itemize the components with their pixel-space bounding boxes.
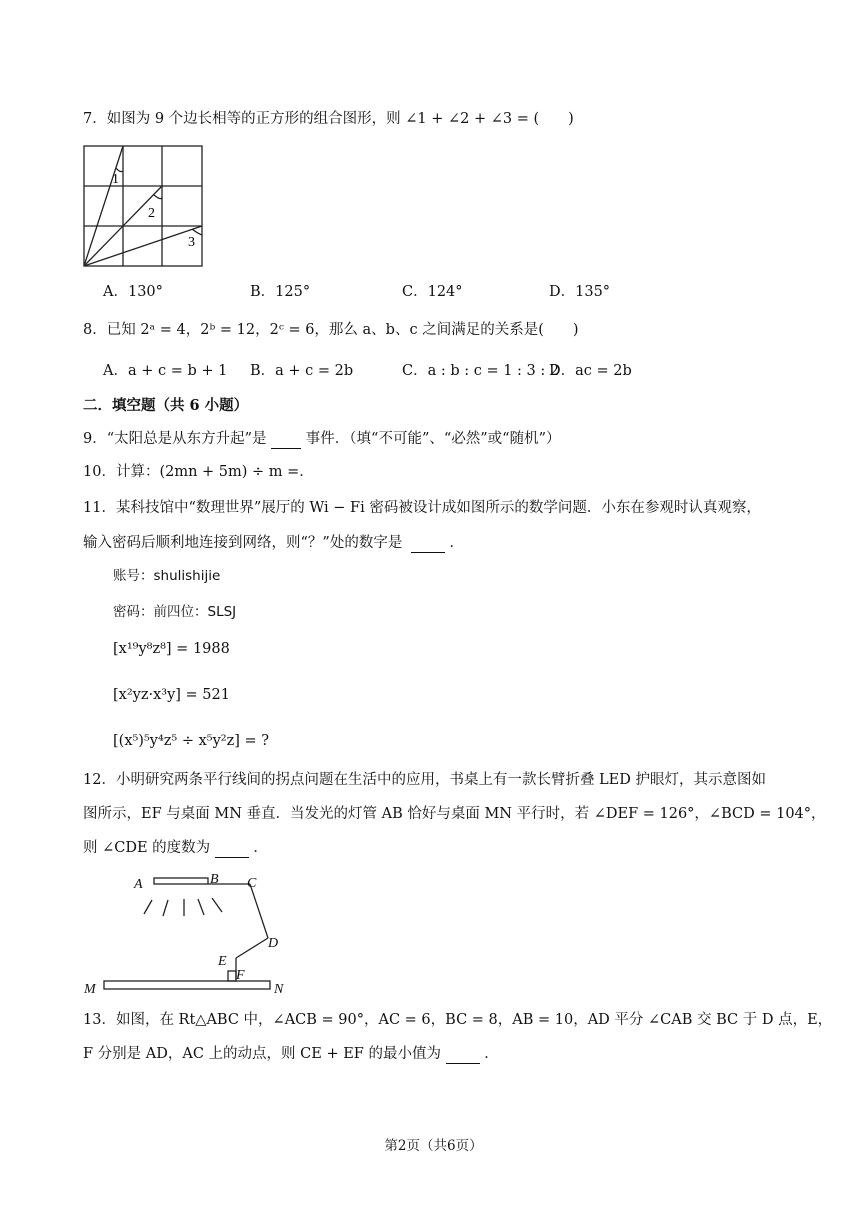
q13-line1: 13．如图，在 Rt△ABC 中，∠ACB = 90°，AC = 6，BC = 8，AB = 10，AD 平分 ∠CAB 交 BC 于 D 点，E， xyxy=(83,1012,833,1028)
q12-line1: 12．小明研究两条平行线间的拐点问题在生活中的应用，书桌上有一款长臂折叠 LED 护眼灯，其示意图如 xyxy=(83,772,767,788)
q12-label-c: C xyxy=(247,876,257,891)
q9-text-after: 事件．（填“不可能”、“必然”或“随机”） xyxy=(305,431,561,447)
q7-option-b: B．125° xyxy=(250,284,311,300)
q12-line3-end: ． xyxy=(253,840,268,856)
q12-label-d: D xyxy=(268,936,279,951)
q12-answer-blank xyxy=(215,841,249,858)
q12-lamp-figure xyxy=(80,868,300,1000)
q13-line2 xyxy=(83,1044,499,1064)
q12-label-e: E xyxy=(218,954,227,969)
q7-angle-label-1: 1 xyxy=(112,172,119,187)
q11-equation-2: [x²yz·x³y] = 521 xyxy=(113,687,230,703)
q7-option-d: D．135° xyxy=(549,284,611,300)
q12-label-b: B xyxy=(210,872,219,887)
q12-line3 xyxy=(83,838,268,858)
q8-option-a: A．a + c = b + 1 xyxy=(103,363,228,379)
q7-stem: 7．如图为 9 个边长相等的正方形的组合图形，则 ∠1 + ∠2 + ∠3 = ( ) xyxy=(83,111,574,127)
q12-label-a: A xyxy=(134,877,143,892)
q9-answer-blank xyxy=(271,432,301,449)
q7-angle-label-2: 2 xyxy=(148,206,155,221)
q13-line2-text: F 分别是 AD，AC 上的动点，则 CE + EF 的最小值为 xyxy=(83,1046,441,1062)
q11-answer-blank xyxy=(411,536,445,553)
q7-option-a: A．130° xyxy=(103,284,163,300)
page-footer: 第2页（共6页） xyxy=(384,1138,483,1154)
q12-label-f: F xyxy=(236,968,245,983)
q11-password: 密码：前四位：SLSJ xyxy=(113,604,237,620)
q11-line1: 11．某科技馆中“数理世界”展厅的 Wi − Fi 密码被设计成如图所示的数学问题．小东在参观时认真观察， xyxy=(83,500,761,516)
q9-text-before: 9．“太阳总是从东方升起”是 xyxy=(83,431,267,447)
q8-option-c: C．a : b : c = 1 : 3 : 2 xyxy=(402,363,560,379)
q7-angle-label-3: 3 xyxy=(188,235,195,250)
q12-label-n: N xyxy=(274,982,284,997)
q8-stem: 8．已知 2ᵃ = 4，2ᵇ = 12，2ᶜ = 6，那么 a、b、c 之间满足的关系是( ) xyxy=(83,322,579,338)
q7-figure xyxy=(80,140,210,272)
q12-line2: 图所示，EF 与桌面 MN 垂直．当发光的灯管 AB 恰好与桌面 MN 平行时，若 ∠DEF = 126°，∠BCD = 104°， xyxy=(83,806,826,822)
q13-line2-end: ． xyxy=(484,1046,499,1062)
section-heading: 二．填空题（共 6 小题） xyxy=(83,397,249,414)
q8-option-b: B．a + c = 2b xyxy=(250,363,354,379)
q12-label-m: M xyxy=(84,982,96,997)
q7-option-c: C．124° xyxy=(402,284,463,300)
q11-equation-3: [(x⁵)⁵y⁴z⁵ ÷ x⁵y²z] = ? xyxy=(113,733,270,749)
q11-equation-1: [x¹⁹y⁸z⁸] = 1988 xyxy=(113,641,230,657)
q11-line2 xyxy=(83,533,464,553)
q11-line2-end: ． xyxy=(449,535,465,551)
q11-line2-text: 输入密码后顺利地连接到网络，则“？”处的数字是 xyxy=(83,535,403,551)
q10-stem: 10．计算：(2mn + 5m) ÷ m =． xyxy=(83,464,314,480)
q11-account: 账号：shulishijie xyxy=(113,568,221,584)
q12-line3-text: 则 ∠CDE 的度数为 xyxy=(83,840,211,856)
q8-option-d: D．ac = 2b xyxy=(549,363,632,379)
q13-answer-blank xyxy=(446,1047,480,1064)
q9-stem xyxy=(83,429,561,449)
